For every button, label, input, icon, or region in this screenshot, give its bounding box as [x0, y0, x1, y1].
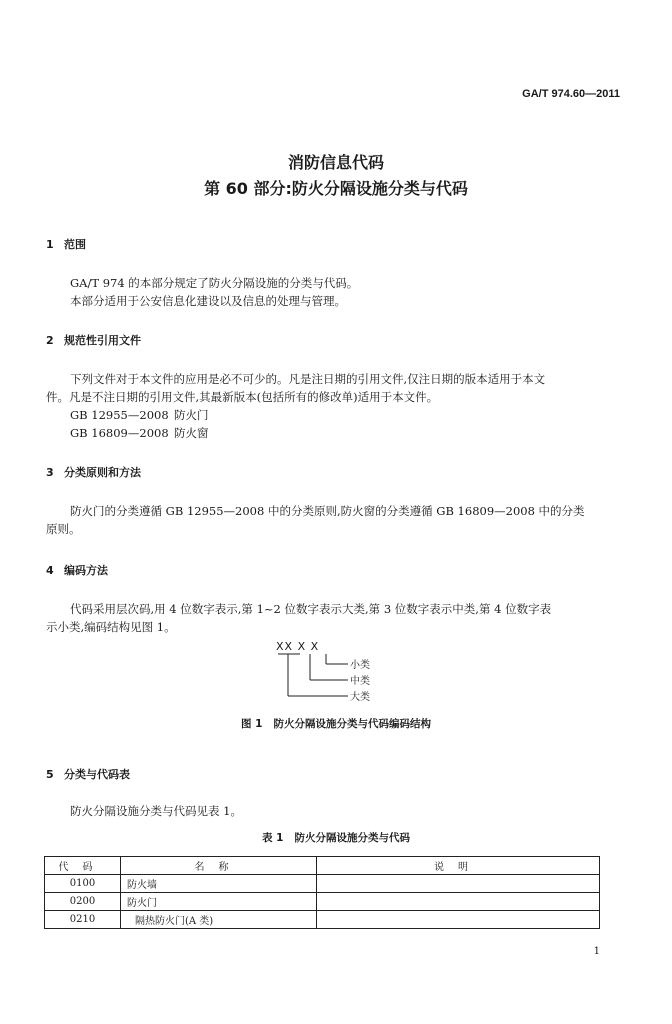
paragraph: 件。凡是不注日期的引用文件,其最新版本(包括所有的修改单)适用于本文件。	[46, 390, 439, 404]
header-note: 说明	[317, 857, 600, 875]
cell-code: 0210	[45, 911, 121, 929]
paragraph: 示小类,编码结构见图 1。	[46, 620, 176, 634]
cell-name: 隔热防火门(A 类)	[121, 911, 317, 929]
section-heading-5: 5 分类与代码表	[46, 768, 130, 781]
table-row	[45, 911, 600, 929]
classification-table	[44, 856, 600, 929]
cell-name: 防火墙	[121, 875, 317, 893]
header-name: 名称	[121, 857, 317, 875]
table-row	[45, 875, 600, 893]
diagram-lines	[270, 640, 410, 704]
section-heading-1: 1 范围	[46, 238, 86, 251]
cell-code: 0100	[45, 875, 121, 893]
coding-structure-diagram	[270, 640, 410, 704]
cell-code: 0200	[45, 893, 121, 911]
standard-code: GA/T 974.60—2011	[522, 88, 620, 100]
table-row	[45, 893, 600, 911]
reference-item: GB 12955—2008 防火门	[70, 408, 209, 422]
label-minor-class: 小类	[350, 660, 370, 671]
cell-note	[317, 893, 600, 911]
paragraph: 本部分适用于公安信息化建设以及信息的处理与管理。	[70, 294, 346, 308]
section-heading-3: 3 分类原则和方法	[46, 466, 141, 479]
document-subtitle: 第 60 部分:防火分隔设施分类与代码	[204, 179, 468, 198]
paragraph: 防火分隔设施分类与代码见表 1。	[70, 804, 242, 818]
section-heading-2: 2 规范性引用文件	[46, 334, 141, 347]
paragraph: 下列文件对于本文件的应用是必不可少的。凡是注日期的引用文件,仅注日期的版本适用于本文	[70, 372, 546, 386]
label-middle-class: 中类	[350, 676, 370, 687]
paragraph: GA/T 974 的本部分规定了防火分隔设施的分类与代码。	[70, 276, 359, 290]
document-title: 消防信息代码	[287, 153, 384, 172]
section-heading-4: 4 编码方法	[46, 564, 108, 577]
page-number: 1	[593, 946, 600, 957]
paragraph: 防火门的分类遵循 GB 12955—2008 中的分类原则,防火窗的分类遵循 GB 16809—2008 中的分类	[70, 504, 585, 518]
cell-note	[317, 875, 600, 893]
header-code: 代码	[45, 857, 121, 875]
table-header-row	[45, 857, 600, 875]
table-caption: 表 1 防火分隔设施分类与代码	[262, 832, 410, 844]
figure-caption: 图 1 防火分隔设施分类与代码编码结构	[241, 718, 431, 730]
code-placeholder-marks: XX X X	[276, 640, 320, 653]
label-major-class: 大类	[350, 692, 370, 703]
paragraph: 代码采用层次码,用 4 位数字表示,第 1~2 位数字表示大类,第 3 位数字表示中类,第 4 位数字表	[70, 602, 552, 616]
paragraph: 原则。	[46, 522, 81, 536]
reference-item: GB 16809—2008 防火窗	[70, 426, 209, 440]
cell-name: 防火门	[121, 893, 317, 911]
cell-note	[317, 911, 600, 929]
